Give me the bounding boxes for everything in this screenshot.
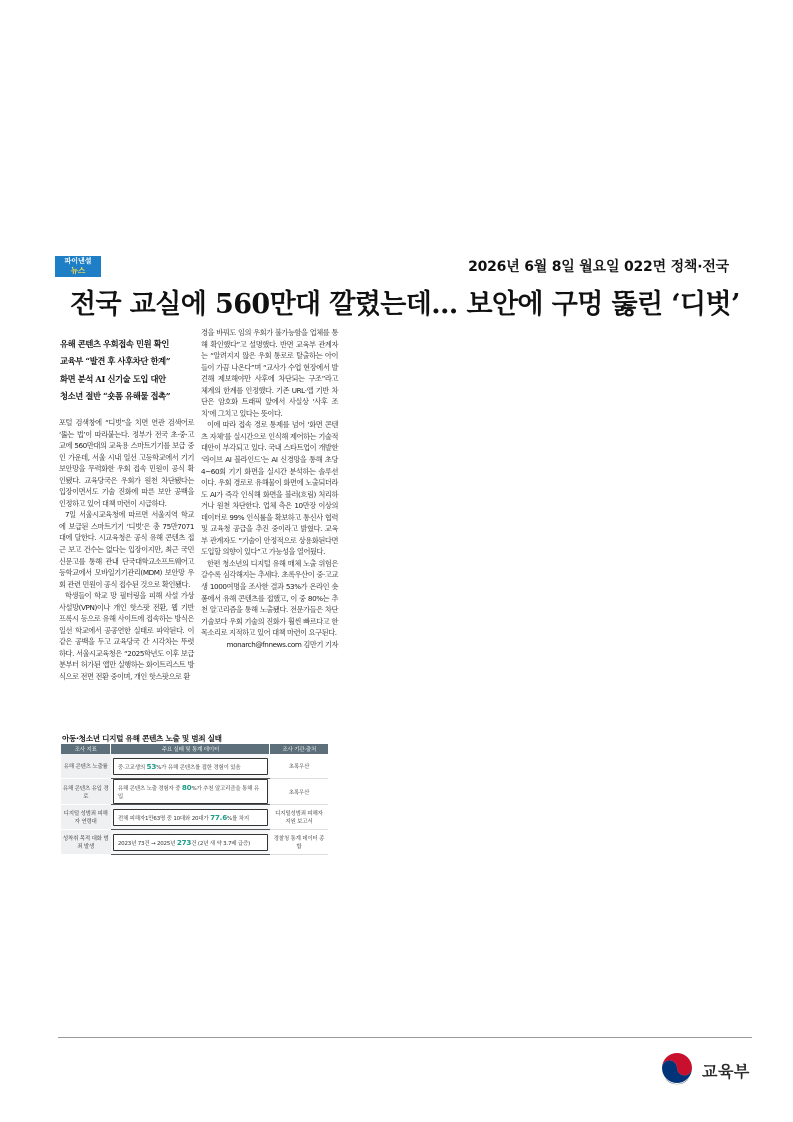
paragraph: 7일 서울시교육청에 따르면 서울지역 학교에 보급된 스마트기기 ‘디벗’은 총 75만7071대에 달한다. 시교육청은 공식 유해 콘텐츠 접근 보고 건수는 없다는 입장이지만, 최근 국민신문고를 통해 관내 단국대학교소프트웨어고등학교에서 모바일기기관리(MDM) 보안망 우회 관련 민원이 공식 접수된 것으로 확인됐다. xyxy=(59,510,194,589)
indicator-cell: 유해 콘텐츠 유입 경로 xyxy=(61,779,111,805)
table-header: 주요 실태 및 통계 데이터 xyxy=(111,744,270,754)
value-text: 중·고교생의 xyxy=(117,764,147,771)
table-header-row xyxy=(61,744,329,754)
article-column-1 xyxy=(59,417,194,683)
value-text: %가 유해 콘텐츠를 접한 경험이 있음 xyxy=(156,764,241,771)
article-column-2 xyxy=(201,327,338,650)
table-header: 조사 지표 xyxy=(61,744,111,754)
highlight-number: 53 xyxy=(146,761,157,771)
value-text: 유해 콘텐츠 노출 경험자 중 xyxy=(117,786,182,792)
value-cell xyxy=(111,805,270,830)
paragraph: 경을 바꿔도 임의 우회가 불가능함을 업체를 통해 확인했다”고 설명했다. 반면 교육부 관계자는 “알려지지 않은 우회 통로로 탈출하는 아이들이 가끔 나온다”며 “교사가 수업 현장에서 발견해 제보해야만 사후에 차단되는 구조”라고 체계의 한계를 인정했다. 기존 URL·앱 기반 차단은 암호화 트래픽 앞에서 사실상 ‘사후 조치’에 그치고 있다는 뜻이다. xyxy=(201,328,338,418)
indicator-cell: 성착취 목적 대화 범죄 발생 xyxy=(61,830,111,855)
source-cell: 초록우산 xyxy=(270,779,328,805)
source-cell: 경찰청 통계 데이터 종합 xyxy=(270,830,328,855)
value-text: 전체 피해자1만63명 중 10대와 20대가 xyxy=(117,815,211,822)
subhead: 유해 콘텐츠 우회접속 민원 확인 xyxy=(60,339,169,349)
logo-line1: 파이낸셜 xyxy=(64,257,92,265)
logo-line2: 뉴스 xyxy=(70,266,86,275)
table-row xyxy=(61,830,329,855)
value-cell xyxy=(111,754,270,779)
byline: monarch@fnnews.com 김만기 기자 xyxy=(226,639,338,649)
paragraph: 한편 청소년의 디지털 유해 매체 노출 위험은 갈수록 심각해지는 추세다. 초록우산이 중·고교생 1000여명을 조사한 결과 53%가 온라인 숏폼에서 유해 콘텐츠를 접했고, 이 중 80%는 추천 알고리즘을 통해 노출됐다. 전문가들은 차단 기술보다 우회 기술의 진화가 훨씬 빠르다고 한목소리로 지적하고 있어 대책 마련이 요구된다. xyxy=(201,558,338,638)
value-cell xyxy=(111,830,270,855)
dateline: 2026년 6월 8일 월요일 022면 정책·전국 xyxy=(468,259,729,275)
table-header: 조사 기관·출처 xyxy=(270,744,328,754)
value-cell xyxy=(111,779,270,805)
table-title: 아동·청소년 디지털 유해 콘텐츠 노출 및 범죄 실태 xyxy=(62,734,222,743)
indicator-cell: 유해 콘텐츠 노출률 xyxy=(61,754,111,779)
value-text: 건 (2년 새 약 3.7배 급증) xyxy=(191,840,251,847)
table-row xyxy=(61,805,329,830)
source-cell: 디지털성범죄 피해자 지원 보고서 xyxy=(270,805,328,830)
subheads xyxy=(60,336,194,405)
newspaper-logo xyxy=(55,256,101,277)
paragraph: 포털 검색창에 “디벗”을 치면 연관 검색어로 ‘뚫는 법’이 따라붙는다. 정부가 전국 초·중·고교에 560만대의 교육용 스마트기기를 보급 중인 가운데, 서울 시내 일선 고등학교에서 기기 보안망을 무력화한 우회 접속 민원이 공식 확인됐다. 교육당국은 우회가 원천 차단됐다는 입장이면서도 기술 진화에 따른 보안 공백을 인정하고 있어 대책 마련이 시급하다. xyxy=(59,418,194,508)
statistics-table xyxy=(60,744,328,855)
highlight-number: 77.6 xyxy=(210,812,228,822)
indicator-cell: 디지털 성범죄 피해자 연령대 xyxy=(61,805,111,830)
subhead: 화면 분석 AI 신기술 도입 대안 xyxy=(60,373,166,384)
footer-divider xyxy=(58,1037,752,1038)
table-row xyxy=(61,779,329,805)
value-text: 2023년 73건 → 2025년 xyxy=(117,840,177,847)
subhead: 교육부 “발견 후 사후차단 한계” xyxy=(60,356,171,367)
taegeuk-emblem-icon xyxy=(659,1052,695,1088)
subhead: 청소년 절반 “숏폼 유해물 접촉” xyxy=(60,390,171,401)
table-row xyxy=(61,754,329,779)
ministry-name: 교육부 xyxy=(702,1062,750,1081)
value-text: %가 추천 알고리즘을 통해 유입 xyxy=(117,786,259,800)
paragraph: 학생들이 학교 망 필터링을 피해 사설 가상사설망(VPN)이나 개인 핫스팟 전환, 웹 기반 프록시 등으로 유해 사이트에 접속하는 방식은 일선 학교에서 공공연한 실태로 파악된다. 이 같은 공백을 두고 교육당국 간 시각차는 뚜렷하다. 서울시교육청은 “2025학년도 이후 보급분부터 허가된 앱만 실행하는 화이트리스트 방식으로 전면 전환 중이며, 개인 핫스팟으로 환 xyxy=(59,591,194,682)
value-text: %를 차지 xyxy=(227,815,249,822)
highlight-number: 273 xyxy=(176,837,192,847)
article-headline: 전국 교실에 560만대 깔렸는데… 보안에 구멍 뚫린 ‘디벗’ xyxy=(70,289,740,320)
source-cell: 초록우산 xyxy=(270,754,328,779)
highlight-number: 80 xyxy=(181,783,192,792)
paragraph: 이에 따라 접속 경로 통제를 넘어 ‘화면 콘텐츠 자체’를 실시간으로 인식해 제어하는 기술적 대안이 부각되고 있다. 국내 스타트업이 개발한 ‘라이브 AI 블라인드’는 AI 신경망을 통해 초당 4~60회 기기 화면을 실시간 분석하는 솔루션이다. 우회 경로로 유해물이 화면에 노출되더라도 AI가 즉각 인식해 화면을 블러(흐림) 처리하거나 원천 차단한다. 업체 측은 10만장 이상의 데이터로 99% 인식률을 확보하고 통신사 협력 및 교육청 공급을 추진 중이라고 밝혔다. 교육부 관계자도 “기술이 안정적으로 상용화된다면 도입할 의향이 있다”고 가능성을 열어뒀다. xyxy=(201,420,338,557)
